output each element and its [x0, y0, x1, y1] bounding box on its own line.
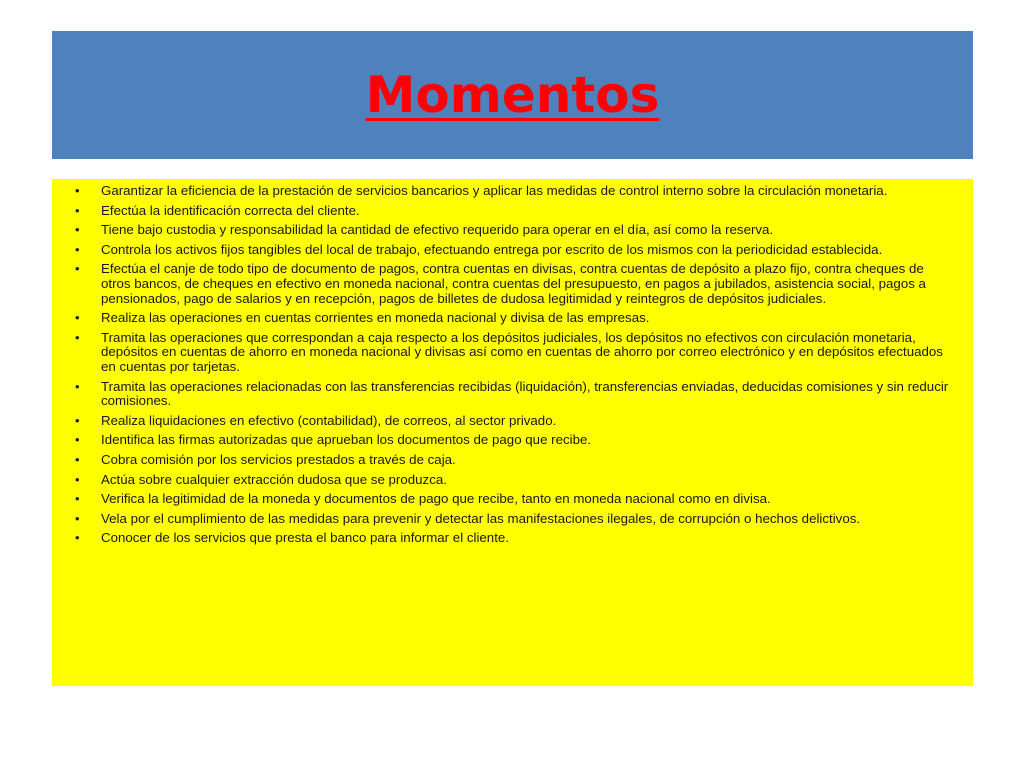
list-item-text: Realiza las operaciones en cuentas corrientes en moneda nacional y divisa de las empresas.	[101, 310, 650, 326]
list-item	[72, 453, 953, 468]
content-panel	[52, 179, 973, 686]
bullet-dot-icon: •	[75, 378, 80, 394]
bullet-dot-icon: •	[75, 451, 80, 467]
list-item	[72, 223, 953, 238]
bullet-dot-icon: •	[75, 432, 80, 448]
bullet-dot-icon: •	[75, 530, 80, 546]
list-item	[72, 414, 953, 429]
list-item-text: Vela por el cumplimiento de las medidas para prevenir y detectar las manifestaciones ilegales, de corrupción o hechos delictivos.	[101, 510, 861, 526]
list-item	[72, 331, 953, 375]
list-item	[72, 204, 953, 219]
bullet-dot-icon: •	[75, 241, 80, 257]
list-item	[72, 243, 953, 258]
list-item	[72, 531, 953, 546]
bullet-dot-icon: •	[75, 310, 80, 326]
list-item-text: Garantizar la eficiencia de la prestación de servicios bancarios y aplicar las medidas de control interno sobre la circulación monetaria.	[101, 183, 888, 198]
list-item	[72, 473, 953, 488]
list-item-text: Cobra comisión por los servicios prestados a través de caja.	[101, 451, 456, 467]
bullet-dot-icon: •	[75, 471, 80, 487]
bullet-dot-icon: •	[75, 222, 80, 238]
list-item-text: Tiene bajo custodia y responsabilidad la cantidad de efectivo requerido para operar en el día, así como la reserva.	[101, 222, 774, 238]
list-item	[72, 492, 953, 507]
list-item-text: Efectúa el canje de todo tipo de documento de pagos, contra cuentas en divisas, contra cuentas de depósito a plazo fijo, contra cheques de otros bancos, de cheques en efectivo en moneda nacional, contra cuentas del presupuesto, en pagos a jubilados, asistencia social, pagos a pensionados, pago de salarios y en recepción, pagos de billetes de dudosa legitimidad y reintegros de depósitos judiciales.	[101, 261, 926, 306]
list-item-text: Controla los activos fijos tangibles del local de trabajo, efectuando entrega por escrito de los mismos con la periodicidad establecida.	[101, 241, 883, 257]
list-item-text: Realiza liquidaciones en efectivo (contabilidad), de correos, al sector privado.	[101, 412, 557, 428]
bullet-dot-icon: •	[75, 412, 80, 428]
bullet-dot-icon: •	[75, 491, 80, 507]
list-item	[72, 184, 953, 199]
slide-title: Momentos	[365, 66, 660, 124]
list-item-text: Identifica las firmas autorizadas que aprueban los documentos de pago que recibe.	[101, 432, 592, 448]
list-item	[72, 311, 953, 326]
list-item-text: Actúa sobre cualquier extracción dudosa que se produzca.	[101, 471, 447, 487]
bullet-dot-icon: •	[75, 261, 80, 277]
list-item-text: Tramita las operaciones que correspondan a caja respecto a los depósitos judiciales, los depósitos no efectivos con circulación monetaria, depósitos en cuentas de ahorro en moneda nacional y divisas así como en cuentas de ahorro por correo electrónico y en depósitos efectuados en cuentas por tarjetas.	[101, 329, 943, 374]
list-item-text: Efectúa la identificación correcta del cliente.	[101, 202, 360, 218]
bullet-dot-icon: •	[75, 329, 80, 345]
bullet-list	[72, 184, 953, 546]
list-item	[72, 262, 953, 306]
list-item-text: Tramita las operaciones relacionadas con las transferencias recibidas (liquidación), transferencias enviadas, deducidas comisiones y sin reducir comisiones.	[101, 378, 949, 409]
list-item-text: Conocer de los servicios que presta el banco para informar el cliente.	[101, 530, 509, 546]
bullet-dot-icon: •	[75, 202, 80, 218]
bullet-dot-icon: •	[75, 183, 80, 198]
list-item	[72, 433, 953, 448]
bullet-dot-icon: •	[75, 510, 80, 526]
title-banner	[52, 31, 973, 159]
list-item	[72, 380, 953, 409]
list-item	[72, 512, 953, 527]
list-item-text: Verifica la legitimidad de la moneda y documentos de pago que recibe, tanto en moneda nacional como en divisa.	[101, 491, 771, 507]
